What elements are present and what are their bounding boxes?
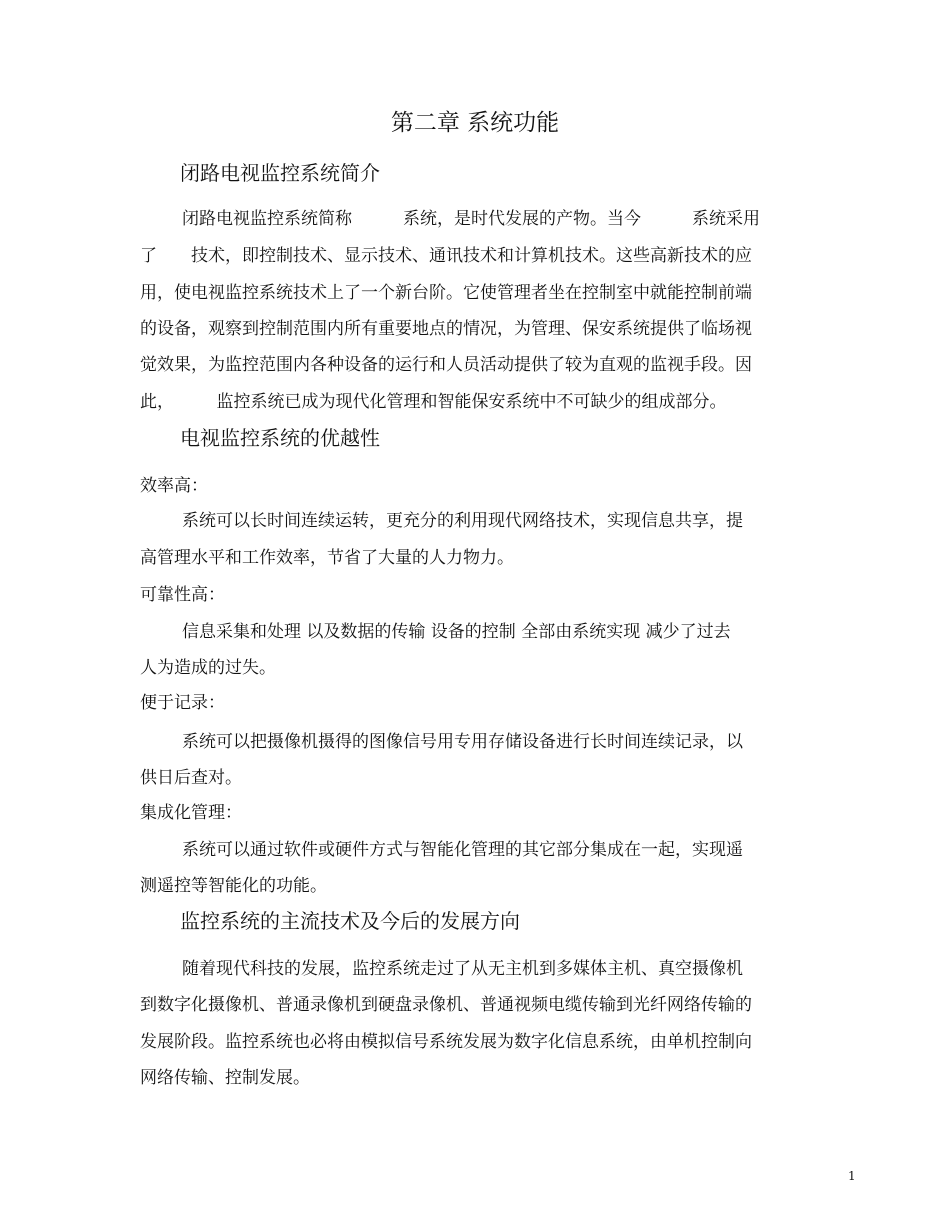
paragraph-line: 了 技术，即控制技术、显示技术、通讯技术和计算机技术。这些高新技术的应 — [140, 246, 752, 266]
item-label-recording: 便于记录： — [140, 693, 225, 713]
paragraph-line: 到数字化摄像机、普通录像机到硬盘录像机、普通视频电缆传输到光纤网络传输的 — [140, 995, 752, 1015]
paragraph-line: 高管理水平和工作效率，节省了大量的人力物力。 — [140, 548, 514, 568]
section-heading-intro: 闭路电视监控系统简介 — [180, 161, 380, 185]
paragraph-line: 系统可以把摄像机摄得的图像信号用专用存储设备进行长时间连续记录，以 — [182, 732, 743, 752]
paragraph-line: 用，使电视监控系统技术上了一个新台阶。它使管理者坐在控制室中就能控制前端 — [140, 283, 752, 303]
paragraph-line: 系统可以长时间连续运转，更充分的利用现代网络技术，实现信息共享，提 — [182, 511, 743, 531]
paragraph-line: 觉效果，为监控范围内各种设备的运行和人员活动提供了较为直观的监视手段。因 — [140, 355, 752, 375]
paragraph-line: 闭路电视监控系统简称 系统，是时代发展的产物。当今 系统采用 — [182, 209, 760, 229]
paragraph-line: 此， 监控系统已成为现代化管理和智能保安系统中不可缺少的组成部分。 — [140, 392, 727, 412]
paragraph-line: 发展阶段。监控系统也必将由模拟信号系统发展为数字化信息系统，由单机控制向 — [140, 1032, 752, 1052]
paragraph-line: 随着现代科技的发展，监控系统走过了从无主机到多媒体主机、真空摄像机 — [182, 959, 743, 979]
section-heading-advantages: 电视监控系统的优越性 — [180, 426, 380, 450]
paragraph-line: 系统可以通过软件或硬件方式与智能化管理的其它部分集成在一起，实现遥 — [182, 840, 743, 860]
section-heading-trends: 监控系统的主流技术及今后的发展方向 — [180, 909, 520, 933]
paragraph-line: 人为造成的过失。 — [140, 658, 276, 678]
page-number: 1 — [848, 1169, 856, 1183]
item-label-reliability: 可靠性高： — [140, 585, 225, 605]
chapter-title: 第二章 系统功能 — [390, 110, 560, 136]
paragraph-line: 信息采集和处理 以及数据的传输 设备的控制 全部由系统实现 减少了过去 — [182, 622, 731, 642]
paragraph-line: 网络传输、控制发展。 — [140, 1068, 310, 1088]
item-label-efficiency: 效率高： — [140, 476, 208, 496]
paragraph-line: 供日后查对。 — [140, 768, 242, 788]
item-label-integration: 集成化管理： — [140, 803, 242, 823]
paragraph-line: 的设备，观察到控制范围内所有重要地点的情况，为管理、保安系统提供了临场视 — [140, 319, 752, 339]
paragraph-line: 测遥控等智能化的功能。 — [140, 876, 327, 896]
